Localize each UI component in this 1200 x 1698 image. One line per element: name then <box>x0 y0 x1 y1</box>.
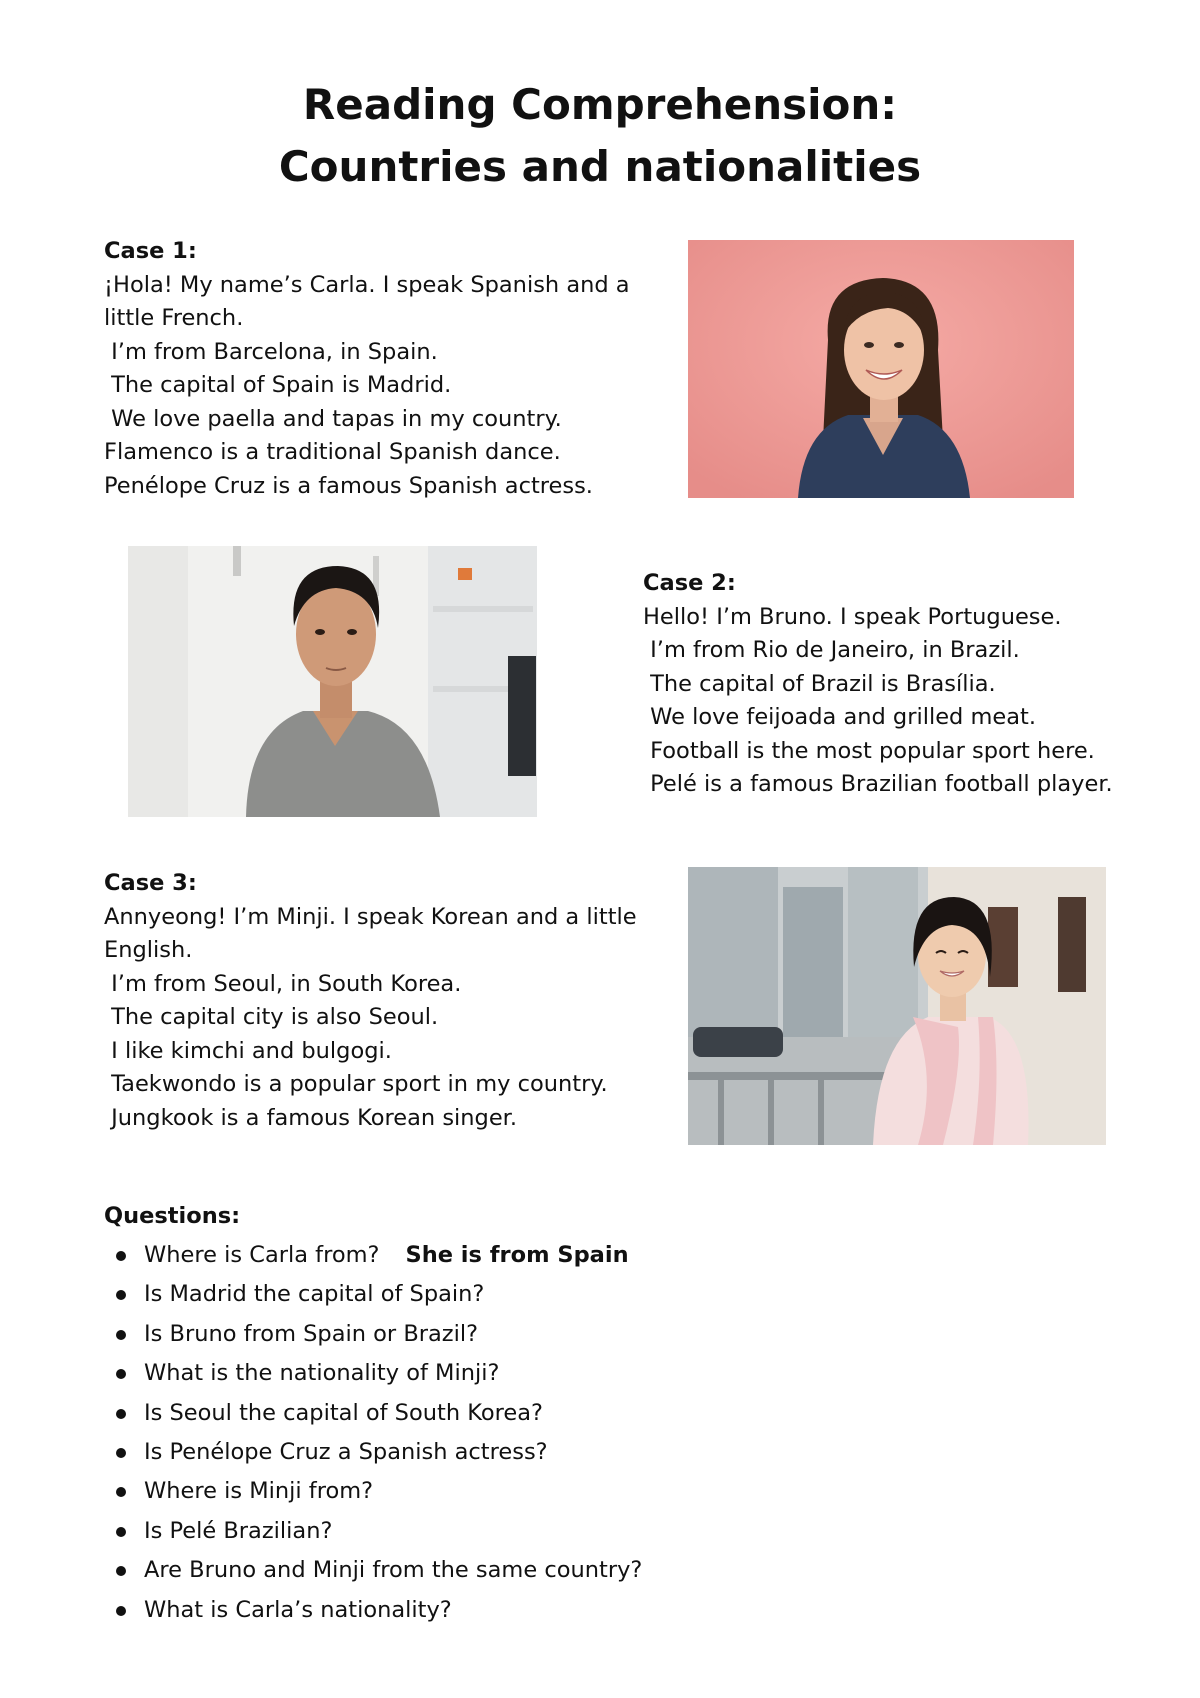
question-item <box>104 1591 1004 1630</box>
case-3-line: Jungkook is a famous Korean singer. <box>104 1104 518 1131</box>
case-1-line: ¡Hola! My name’s Carla. I speak Spanish and a <box>104 271 630 298</box>
woman-street-portrait-photo-icon <box>688 867 1106 1145</box>
carla-photo <box>688 240 1074 498</box>
minji-photo <box>688 867 1106 1145</box>
answer-text: She is from Spain <box>405 1242 629 1268</box>
question-item <box>104 1433 1004 1472</box>
woman-portrait-photo-icon <box>688 240 1074 498</box>
case-1-line: Penélope Cruz is a famous Spanish actress. <box>104 472 593 499</box>
question-text: What is the nationality of Minji? <box>144 1360 500 1387</box>
questions-section <box>104 1199 1004 1630</box>
case-1-text <box>104 235 664 503</box>
case-3-line: I’m from Seoul, in South Korea. <box>104 970 462 997</box>
case-1-line: We love paella and tapas in my country. <box>104 405 562 432</box>
bullet-icon <box>116 1566 126 1576</box>
question-item <box>104 1472 1004 1511</box>
question-text: Where is Carla from? <box>144 1242 380 1268</box>
question-item <box>104 1275 1004 1314</box>
question-text: Is Seoul the capital of South Korea? <box>144 1399 543 1426</box>
title-line-2: Countries and nationalities <box>278 142 922 191</box>
question-text: Is Madrid the capital of Spain? <box>144 1281 485 1308</box>
case-1-line: Flamenco is a traditional Spanish dance. <box>104 439 561 465</box>
case-2-heading: Case 2: <box>643 570 736 596</box>
question-item <box>104 1354 1004 1393</box>
case-3-line: I like kimchi and bulgogi. <box>104 1037 392 1064</box>
case-2-line: I’m from Rio de Janeiro, in Brazil. <box>643 637 1020 663</box>
bullet-icon <box>116 1290 126 1300</box>
case-3-line: Annyeong! I’m Minji. I speak Korean and a little <box>104 903 637 930</box>
bullet-icon <box>116 1369 126 1379</box>
question-item <box>104 1315 1004 1354</box>
case-2-line: Hello! I’m Bruno. I speak Portuguese. <box>643 603 1062 630</box>
case-3-line: Taekwondo is a popular sport in my country. <box>104 1071 608 1097</box>
question-text: Is Bruno from Spain or Brazil? <box>144 1320 479 1347</box>
case-3-line: English. <box>104 937 193 963</box>
question-text: Is Penélope Cruz a Spanish actress? <box>144 1439 548 1466</box>
case-1-line: little French. <box>104 305 244 331</box>
case-1-heading: Case 1: <box>104 238 197 264</box>
case-2-line: The capital of Brazil is Brasília. <box>643 670 996 697</box>
bullet-icon <box>116 1487 126 1497</box>
title-line-1: Reading Comprehension: <box>302 80 898 129</box>
case-2-line: Football is the most popular sport here. <box>643 737 1095 764</box>
bullet-icon <box>116 1330 126 1340</box>
question-item <box>104 1551 1004 1590</box>
question-item <box>104 1236 1004 1275</box>
question-item <box>104 1394 1004 1433</box>
case-2-text <box>643 567 1163 802</box>
question-text: Where is Minji from? <box>144 1478 374 1505</box>
case-3-text <box>104 867 664 1135</box>
man-portrait-photo-icon <box>128 546 537 817</box>
case-1-line: I’m from Barcelona, in Spain. <box>104 338 438 365</box>
questions-list <box>104 1236 1004 1630</box>
bullet-icon <box>116 1251 126 1261</box>
question-text: Is Pelé Brazilian? <box>144 1517 333 1544</box>
case-2-line: Pelé is a famous Brazilian football player. <box>643 771 1113 797</box>
case-2-line: We love feijoada and grilled meat. <box>643 704 1037 730</box>
question-item <box>104 1512 1004 1551</box>
case-1-line: The capital of Spain is Madrid. <box>104 372 452 398</box>
bullet-icon <box>116 1409 126 1419</box>
questions-heading: Questions: <box>104 1203 241 1229</box>
bruno-photo <box>128 546 537 817</box>
bullet-icon <box>116 1448 126 1458</box>
case-3-line: The capital city is also Seoul. <box>104 1004 439 1030</box>
case-3-heading: Case 3: <box>104 870 197 896</box>
question-text: Are Bruno and Minji from the same country? <box>144 1557 643 1584</box>
bullet-icon <box>116 1527 126 1537</box>
question-text: What is Carla’s nationality? <box>144 1596 452 1623</box>
bullet-icon <box>116 1606 126 1616</box>
page-title <box>0 74 1200 198</box>
